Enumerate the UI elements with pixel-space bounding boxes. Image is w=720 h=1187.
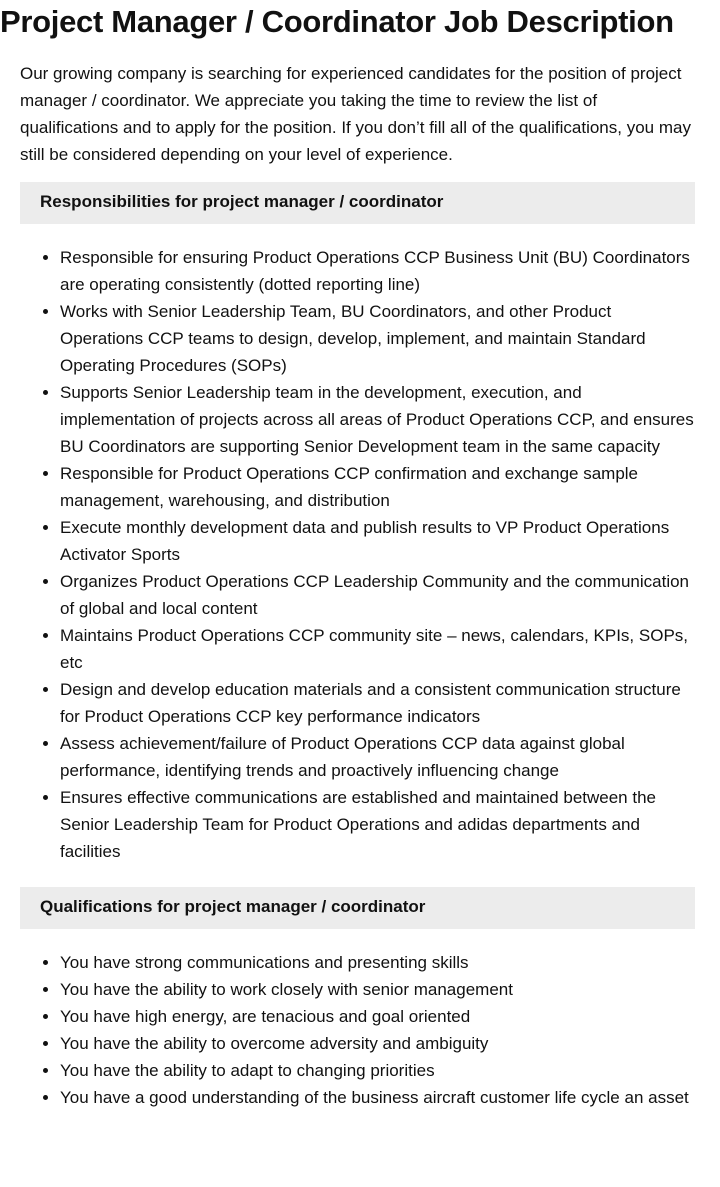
list-item: • Assess achievement/failure of Product Operations CCP data against global performance, identifying trends and proactively influencing change <box>60 730 695 784</box>
list-item: • Responsible for Product Operations CCP confirmation and exchange sample management, warehousing, and distribution <box>60 460 695 514</box>
list-item: • You have the ability to overcome adversity and ambiguity <box>60 1030 695 1057</box>
qualifications-list <box>20 949 695 1111</box>
list-item: • Design and develop education materials and a consistent communication structure for Product Operations CCP key performance indicators <box>60 676 695 730</box>
page-title: Project Manager / Coordinator Job Description <box>0 4 674 39</box>
list-item: • Execute monthly development data and publish results to VP Product Operations Activator Sports <box>60 514 695 568</box>
list-item: • Ensures effective communications are established and maintained between the Senior Leadership Team for Product Operations and adidas departments and facilities <box>60 784 695 865</box>
qualifications-heading: Qualifications for project manager / coordinator <box>20 887 695 929</box>
responsibilities-heading: Responsibilities for project manager / coordinator <box>20 182 695 224</box>
list-item: • Supports Senior Leadership team in the development, execution, and implementation of projects across all areas of Product Operations CCP, and ensures BU Coordinators are supporting Senior Development team in the same capacity <box>60 379 695 460</box>
intro-paragraph: Our growing company is searching for experienced candidates for the position of project manager / coordinator. We appreciate you taking the time to review the list of qualifications and to apply for the position. If you don’t fill all of the qualifications, you may still be considered depending on your level of experience. <box>20 64 691 164</box>
list-item: • Organizes Product Operations CCP Leadership Community and the communication of global and local content <box>60 568 695 622</box>
list-item: • You have a good understanding of the business aircraft customer life cycle an asset <box>60 1084 695 1111</box>
list-item: • Maintains Product Operations CCP community site – news, calendars, KPIs, SOPs, etc <box>60 622 695 676</box>
list-item: • Works with Senior Leadership Team, BU Coordinators, and other Product Operations CCP teams to design, develop, implement, and maintain Standard Operating Procedures (SOPs) <box>60 298 695 379</box>
responsibilities-list <box>20 244 695 865</box>
list-item: • You have strong communications and presenting skills <box>60 949 695 976</box>
list-item: • You have the ability to work closely with senior management <box>60 976 695 1003</box>
list-item: • Responsible for ensuring Product Operations CCP Business Unit (BU) Coordinators are operating consistently (dotted reporting line) <box>60 244 695 298</box>
list-item: • You have the ability to adapt to changing priorities <box>60 1057 695 1084</box>
list-item: • You have high energy, are tenacious and goal oriented <box>60 1003 695 1030</box>
